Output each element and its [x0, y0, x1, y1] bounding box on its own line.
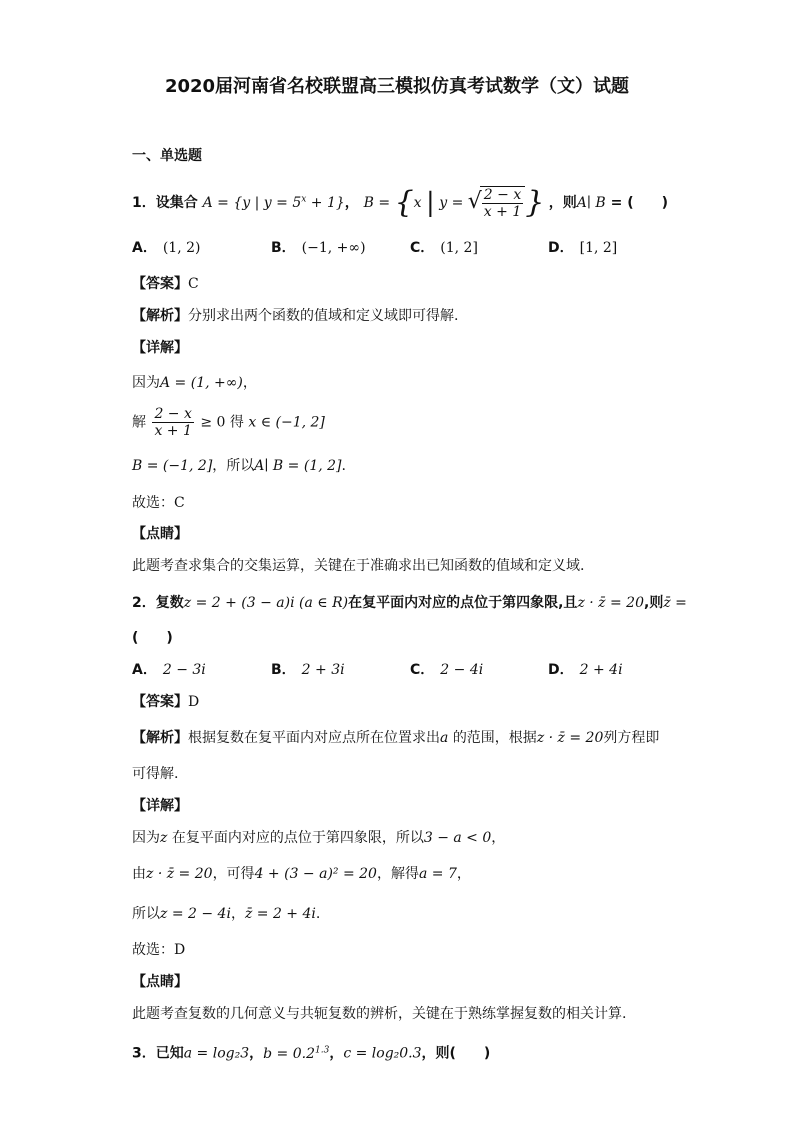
q2-note: 此题考查复数的几何意义与共轭复数的辨析，关键在于熟练掌握复数的相关计算.: [132, 1006, 627, 1022]
q2-choice: 故选：D: [132, 942, 186, 958]
q1-option-d: D． [1, 2]: [548, 240, 618, 256]
q1-choice: 故选：C: [132, 495, 185, 511]
q2-option-c: C． 2 − 4i: [410, 662, 484, 678]
q2-detail-line1: 因为z 在复平面内对应的点位于第四象限，所以3 − a < 0，: [132, 830, 506, 846]
q1-note-heading: 【点睛】: [132, 526, 188, 542]
q2-detail-line2: 由z · z̄ = 20，可得4 + (3 − a)² = 20，解得a = 7，: [132, 866, 471, 882]
question-1: 1．设集合 A = {y | $y = 5^x + 1$}， B = {x | y = √ $\frac{2 - x}{x + 1}$ } ，则A∣ B = ( ): [132, 186, 668, 220]
question-3: 3．已知a = log₂3，$b = 0.2^{1.3}$，c = log₂0.3，则( ): [132, 1045, 491, 1062]
q2-detail-heading: 【详解】: [132, 798, 188, 814]
q1-option-b: B． (−1, +∞): [271, 240, 366, 256]
q2-option-d: D． 2 + 4i: [548, 662, 623, 678]
q1-answer: 【答案】C: [132, 276, 199, 292]
q1-detail-line1: 因为A = (1, +∞)，: [132, 375, 257, 391]
set-a-expr: A = {y | $y = 5^x + 1$}: [202, 194, 345, 211]
q2-option-a: A． 2 − 3i: [132, 662, 206, 678]
question-number: 1．: [132, 195, 156, 211]
q2-analysis-cont: 可得解.: [132, 766, 179, 782]
q1-analysis: 【解析】分别求出两个函数的值域和定义域即可得解.: [132, 308, 459, 324]
q1-detail-line2: 解 $\frac{2 - x}{x + 1}$ ≥ 0 得 x ∈ (−1, 2]: [132, 406, 325, 439]
set-b-expr: B = {x | y = √ $\frac{2 - x}{x + 1}$ }: [364, 195, 549, 211]
q2-note-heading: 【点睛】: [132, 974, 188, 990]
question-lead: 设集合: [155, 195, 198, 211]
q1-detail-heading: 【详解】: [132, 340, 188, 356]
q2-answer: 【答案】D: [132, 694, 200, 710]
q2-option-b: B． 2 + 3i: [271, 662, 345, 678]
section-heading: 一、单选题: [132, 148, 202, 164]
question-2-paren: ( ): [132, 630, 173, 646]
question-2: 2．复数z = 2 + (3 − a)i (a ∈ R)在复平面内对应的点位于第四象限,且z · z̄ = 20,则z̄ =: [132, 595, 687, 611]
q2-detail-line3: 所以z = 2 − 4i，z̄ = 2 + 4i.: [132, 906, 321, 922]
q1-option-a: A． (1, 2): [132, 240, 201, 256]
q1-detail-line3: B = (−1, 2]，所以A∣ B = (1, 2].: [132, 458, 346, 474]
page-title: 2020届河南省名校联盟高三模拟仿真考试数学（文）试题: [164, 76, 630, 97]
q1-note: 此题考查求集合的交集运算，关键在于准确求出已知函数的值域和定义域.: [132, 558, 585, 574]
q2-analysis: 【解析】根据复数在复平面内对应点所在位置求出a 的范围，根据z · z̄ = 20列方程即: [132, 730, 660, 746]
q1-option-c: C． (1, 2]: [410, 240, 478, 256]
